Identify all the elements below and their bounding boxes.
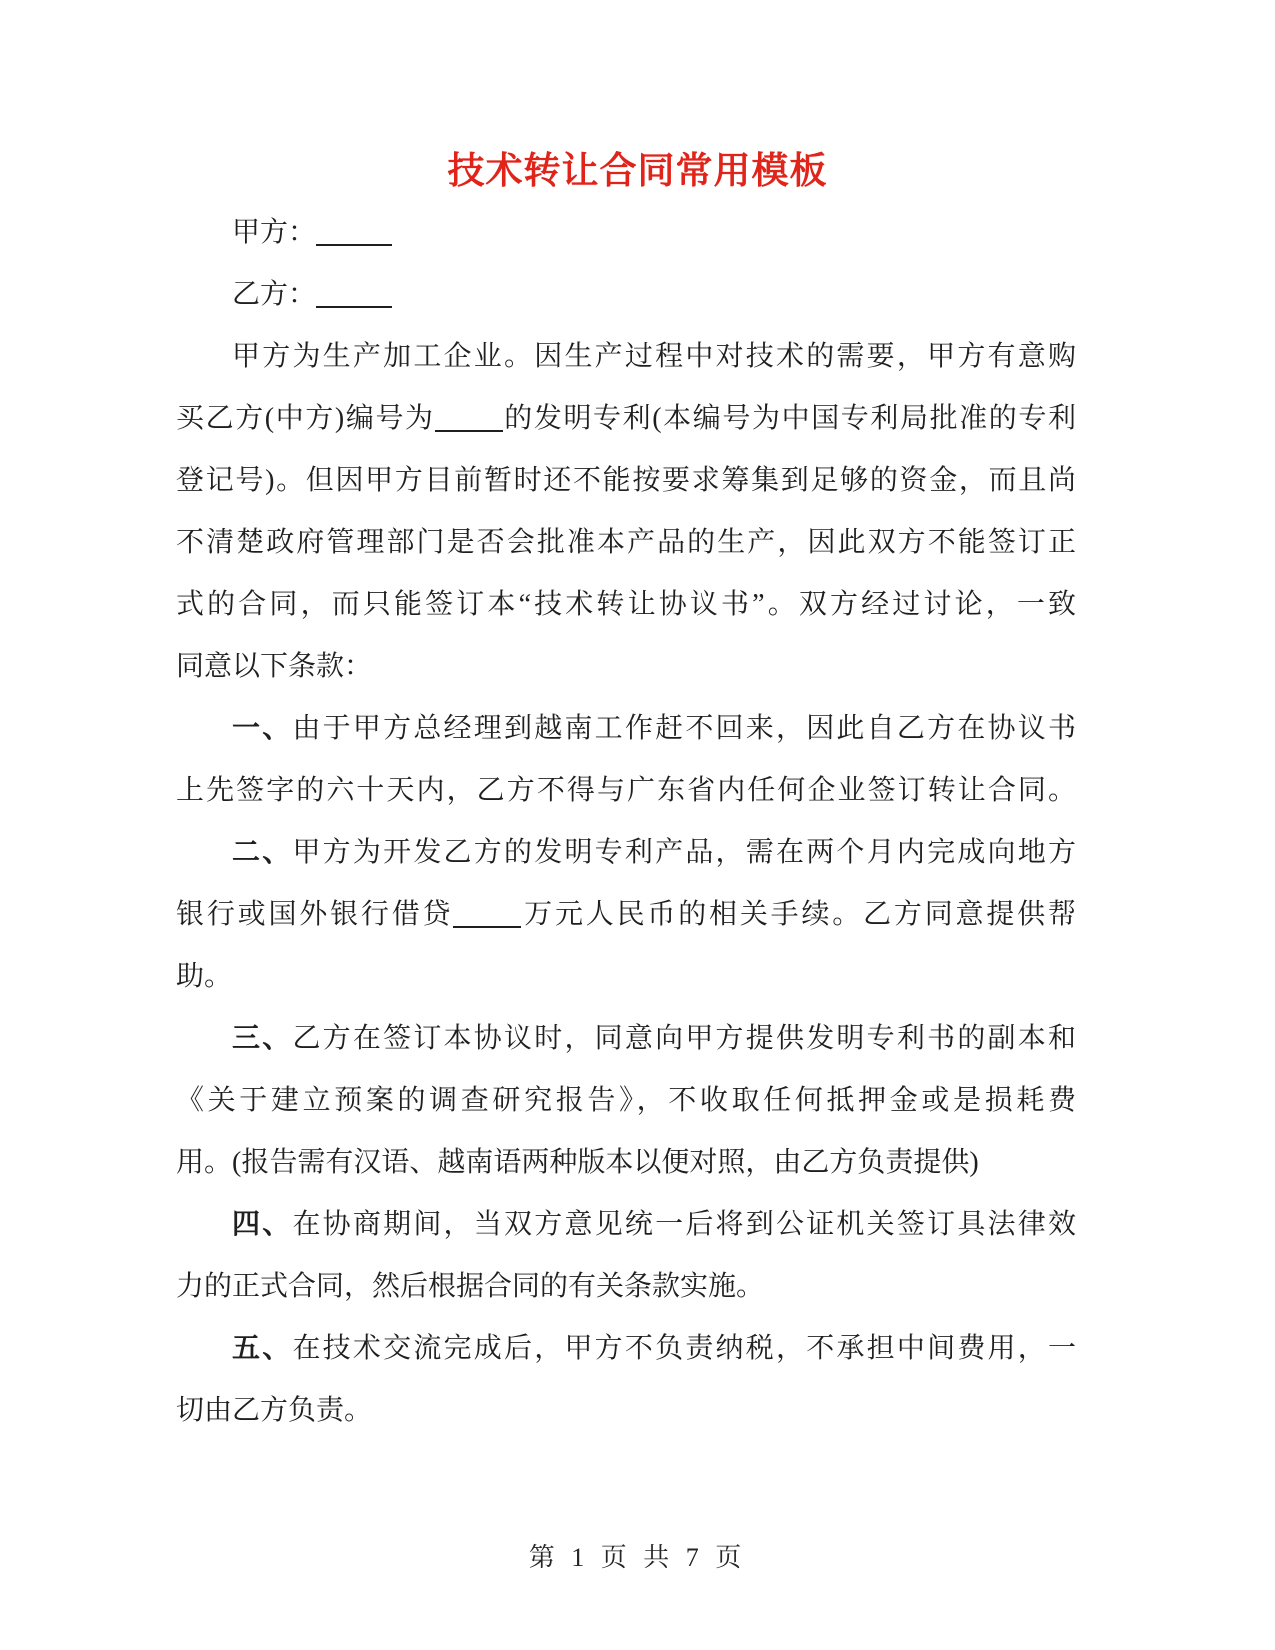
text-run: 甲方： xyxy=(232,217,317,248)
text-line xyxy=(176,326,1076,388)
text-line xyxy=(176,636,1076,698)
text-line xyxy=(176,1256,1076,1318)
text-line xyxy=(176,1070,1076,1132)
text-line xyxy=(176,1194,1076,1256)
text-run: 式的合同，而只能签订本“技术转让协议书”。双方经过讨论，一致 xyxy=(176,589,1076,620)
text-run: 乙方： xyxy=(232,279,317,310)
text-run: 在技术交流完成后，甲方不负责纳税，不承担中间费用，一 xyxy=(292,1333,1076,1364)
clause-number: 三、 xyxy=(232,1023,293,1054)
text-run: 的发明专利(本编号为中国专利局批准的专利 xyxy=(502,403,1076,434)
text-line xyxy=(176,264,1076,326)
clause-number: 一、 xyxy=(232,713,293,744)
text-line xyxy=(176,388,1076,450)
text-line xyxy=(176,1380,1076,1442)
text-line xyxy=(176,1318,1076,1380)
text-run: 上先签字的六十天内，乙方不得与广东省内任何企业签订转让合同。 xyxy=(176,775,1076,806)
text-line xyxy=(176,450,1076,512)
text-line xyxy=(176,760,1076,822)
clause-number: 四、 xyxy=(232,1209,293,1240)
blank-underline xyxy=(316,304,392,308)
text-line xyxy=(176,1008,1076,1070)
page-title: 技术转让合同常用模板 xyxy=(447,150,828,191)
text-run: 甲方为生产加工企业。因生产过程中对技术的需要，甲方有意购 xyxy=(232,341,1076,372)
text-run: 切由乙方负责。 xyxy=(176,1395,373,1426)
text-run: 不清楚政府管理部门是否会批准本产品的生产，因此双方不能签订正 xyxy=(176,527,1076,558)
text-run: 甲方为开发乙方的发明专利产品，需在两个月内完成向地方 xyxy=(292,837,1076,868)
text-run: 《关于建立预案的调查研究报告》，不收取任何抵押金或是损耗费 xyxy=(176,1085,1076,1116)
text-line xyxy=(176,822,1076,884)
clause-number: 五、 xyxy=(232,1333,293,1364)
text-run: 登记号)。但因甲方目前暂时还不能按要求筹集到足够的资金，而且尚 xyxy=(176,465,1076,496)
text-line xyxy=(176,512,1076,574)
text-run: 同意以下条款： xyxy=(176,651,373,682)
clause-number: 二、 xyxy=(232,837,293,868)
text-line xyxy=(176,574,1076,636)
document-body xyxy=(176,202,1076,1442)
text-run: 由于甲方总经理到越南工作赶不回来，因此自乙方在协议书 xyxy=(292,713,1076,744)
blank-underline xyxy=(316,242,392,246)
text-run: 在协商期间，当双方意见统一后将到公证机关签订具法律效 xyxy=(292,1209,1076,1240)
text-run: 银行或国外银行借贷 xyxy=(176,899,454,930)
text-run: 力的正式合同，然后根据合同的有关条款实施。 xyxy=(176,1271,765,1302)
text-line xyxy=(176,884,1076,946)
blank-underline xyxy=(435,428,503,432)
text-run: 助。 xyxy=(176,961,233,992)
text-line xyxy=(176,1132,1076,1194)
text-line xyxy=(176,698,1076,760)
page-number-footer: 第 1 页 共 7 页 xyxy=(528,1543,747,1572)
text-run: 用。(报告需有汉语、越南语两种版本以便对照，由乙方负责提供) xyxy=(176,1147,979,1178)
text-line xyxy=(176,946,1076,1008)
text-line xyxy=(176,202,1076,264)
text-run: 买乙方(中方)编号为 xyxy=(176,403,435,434)
text-run: 万元人民币的相关手续。乙方同意提供帮 xyxy=(521,899,1076,930)
text-run: 乙方在签订本协议时，同意向甲方提供发明专利书的副本和 xyxy=(292,1023,1076,1054)
blank-underline xyxy=(453,924,521,928)
